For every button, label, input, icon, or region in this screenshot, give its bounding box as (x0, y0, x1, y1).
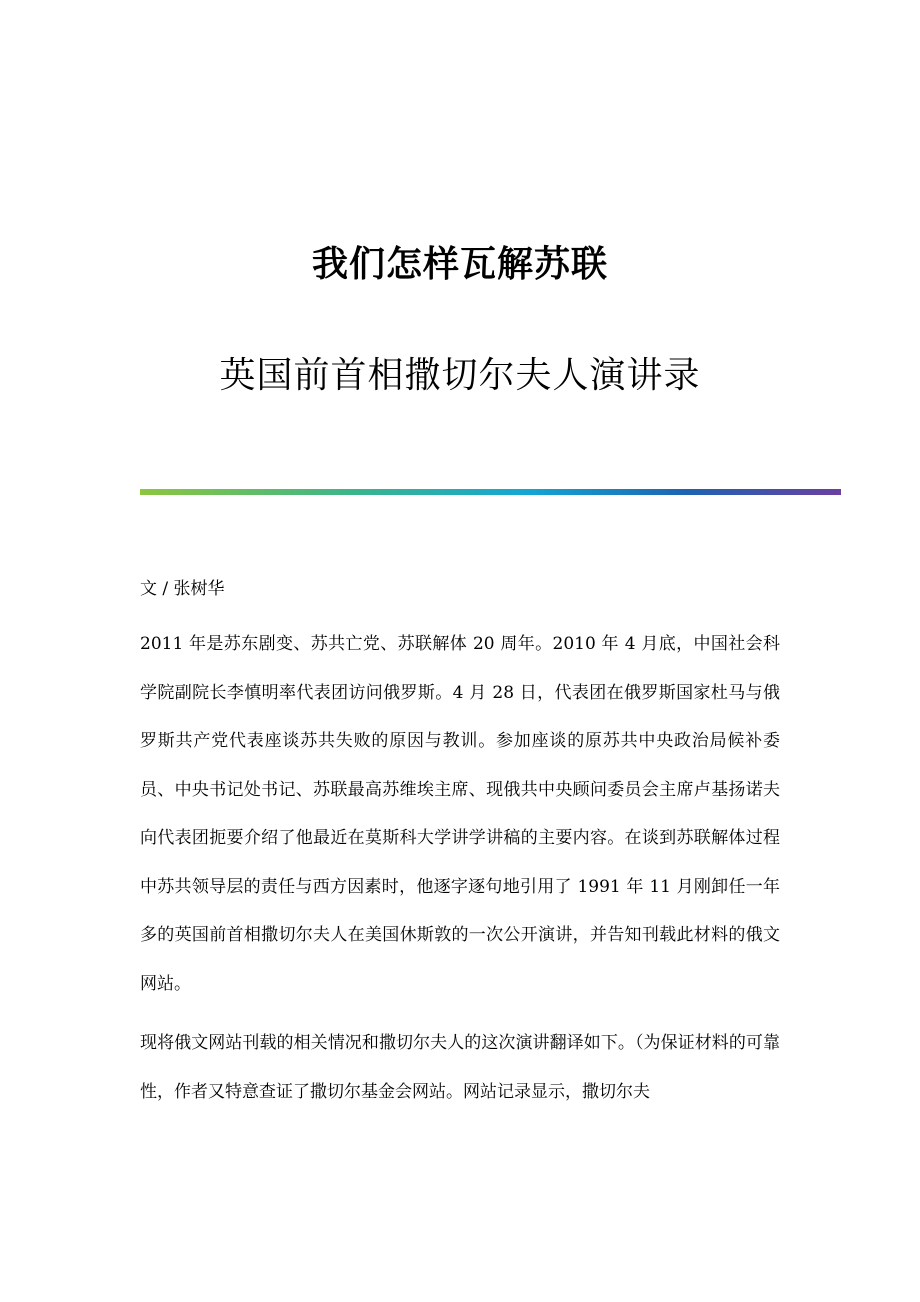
decorative-divider (140, 489, 841, 495)
body-paragraph-1: 2011 年是苏东剧变、苏共亡党、苏联解体 20 周年。2010 年 4 月底，中国社会科学院副院长李慎明率代表团访问俄罗斯。4 月 28 日，代表团在俄罗斯国家杜马与俄罗斯共产党代表座谈苏共失败的原因与教训。参加座谈的原苏共中央政治局候补委员、中央书记处书记、苏联最高苏维埃主席、现俄共中央顾问委员会主席卢基扬诺夫向代表团扼要介绍了他最近在莫斯科大学讲学讲稿的主要内容。在谈到苏联解体过程中苏共领导层的责任与西方因素时，他逐字逐句地引用了 1991 年 11 月刚卸任一年多的英国前首相撒切尔夫人在美国休斯敦的一次公开演讲，并告知刊载此材料的俄文网站。 (140, 634, 780, 994)
document-subtitle: 英国前首相撒切尔夫人演讲录 (219, 354, 701, 396)
body-paragraph-2: 现将俄文网站刊载的相关情况和撒切尔夫人的这次演讲翻译如下。（为保证材料的可靠性，作者又特意查证了撒切尔基金会网站。网站记录显示，撒切尔夫 (140, 1033, 780, 1102)
document-title: 我们怎样瓦解苏联 (311, 243, 608, 286)
author-byline: 文 / 张树华 (140, 579, 225, 599)
